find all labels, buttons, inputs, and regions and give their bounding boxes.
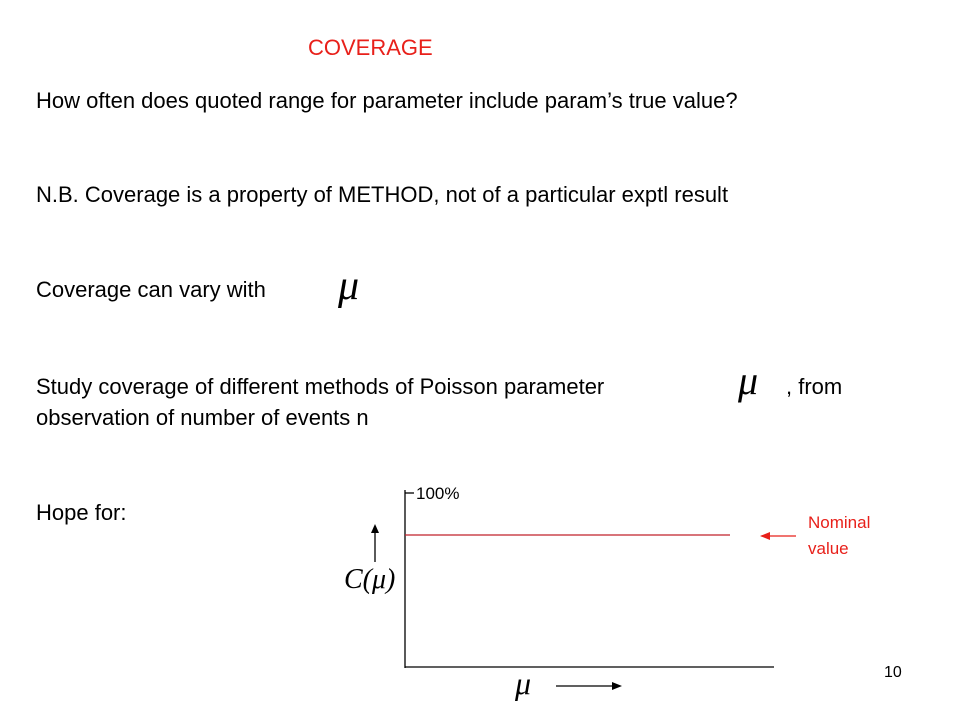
question-text: How often does quoted range for parameter include param’s true value? [36,88,738,113]
page-number: 10 [884,664,902,681]
x-axis-label: μ [515,665,532,701]
y-tick-label-100: 100% [416,484,460,503]
left-arrow-icon [760,532,770,540]
mu-symbol: μ [338,263,360,309]
right-arrow-icon [612,682,622,690]
study-text-from: , from [786,374,843,399]
hope-for-text: Hope for: [36,500,127,525]
slide-title: COVERAGE [308,35,433,60]
coverage-vary-text: Coverage can vary with [36,277,266,302]
up-arrow-icon [371,524,379,533]
nominal-label-line1: Nominal [808,513,871,532]
mu-symbol-poisson: μ [738,358,759,403]
study-text: Study coverage of different methods of Poisson parameter [36,374,605,399]
nominal-label-line2: value [808,539,849,558]
observation-text: observation of number of events n [36,405,369,430]
nb-text: N.B. Coverage is a property of METHOD, not of a particular exptl result [36,182,729,207]
nominal-value-label [808,510,870,562]
y-axis-label: C(μ) [344,564,396,595]
